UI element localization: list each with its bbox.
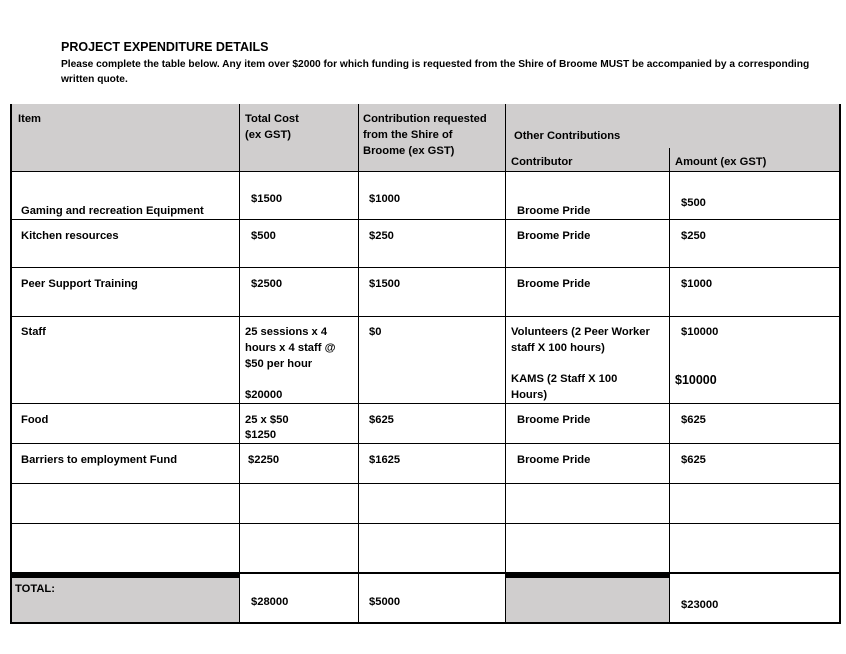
cell-total: $2500: [251, 278, 283, 290]
page-title: PROJECT EXPENDITURE DETAILS: [61, 40, 269, 54]
row-divider: [10, 316, 841, 317]
cell-amount: $500: [681, 197, 706, 209]
cell-total: $2250: [248, 454, 280, 466]
cell-item: Gaming and recreation Equipment: [21, 205, 204, 217]
cell-total: 25 x $50: [245, 414, 289, 426]
cell-item: Kitchen resources: [21, 230, 119, 242]
cell-total: 25 sessions x 4: [245, 326, 328, 338]
total-label: TOTAL:: [15, 583, 55, 595]
cell-shire: $1000: [369, 193, 401, 205]
total-amount-value: $23000: [681, 599, 719, 611]
cell-amount: $10000: [675, 373, 717, 387]
cell-contributor: Volunteers (2 Peer Worker: [511, 326, 650, 338]
cell-total: $500: [251, 230, 276, 242]
cell-shire: $1500: [369, 278, 401, 290]
table-bottom-border: [10, 622, 841, 624]
header-contributor: Contributor: [511, 156, 573, 168]
cell-item: Barriers to employment Fund: [21, 454, 178, 466]
cell-contributor: KAMS (2 Staff X 100: [511, 373, 618, 385]
cell-total: $20000: [245, 389, 283, 401]
cell-contributor: staff X 100 hours): [511, 342, 605, 354]
cell-contributor: Broome Pride: [517, 414, 591, 426]
cell-amount: $625: [681, 414, 706, 426]
cell-contributor: Hours): [511, 389, 548, 401]
row-divider: [10, 483, 841, 484]
cell-shire: $250: [369, 230, 394, 242]
header-total-cost-gst: (ex GST): [245, 129, 292, 141]
row-divider: [10, 443, 841, 444]
column-divider: [358, 104, 359, 624]
cell-contributor: Broome Pride: [517, 205, 591, 217]
row-divider: [10, 523, 841, 524]
cell-amount: $250: [681, 230, 706, 242]
cell-amount: $10000: [681, 326, 719, 338]
total-thick-bar: [506, 572, 669, 578]
column-divider: [505, 104, 506, 624]
row-divider: [10, 403, 841, 404]
header-item: Item: [18, 113, 42, 125]
cell-item: Staff: [21, 326, 46, 338]
total-cost-value: $28000: [251, 596, 289, 608]
row-divider: [10, 171, 841, 172]
expenditure-table: [10, 104, 841, 624]
header-contribution: Contribution requested: [363, 113, 487, 125]
cell-total: $1250: [245, 429, 277, 441]
header-contribution-3: Broome (ex GST): [363, 145, 455, 157]
row-divider: [10, 267, 841, 268]
cell-total: $1500: [251, 193, 283, 205]
column-divider: [239, 104, 240, 624]
cell-amount: $625: [681, 454, 706, 466]
cell-amount: $1000: [681, 278, 713, 290]
cell-item: Peer Support Training: [21, 278, 138, 290]
total-thick-bar: [10, 572, 239, 578]
header-other-contributions: Other Contributions: [514, 130, 621, 142]
cell-total: $50 per hour: [245, 358, 313, 370]
table-left-border: [10, 104, 12, 624]
cell-contributor: Broome Pride: [517, 230, 591, 242]
cell-item: Food: [21, 414, 49, 426]
cell-shire: $0: [369, 326, 382, 338]
header-total-cost: Total Cost: [245, 113, 299, 125]
table-right-border: [839, 104, 841, 624]
row-divider: [10, 219, 841, 220]
total-shire-value: $5000: [369, 596, 401, 608]
instructions: Please complete the table below. Any item over $2000 for which funding is requested from the Shire of Broome MUST be accompanied by a corresponding written quote.: [61, 59, 810, 85]
cell-contributor: Broome Pride: [517, 278, 591, 290]
cell-shire: $625: [369, 414, 394, 426]
column-divider: [669, 148, 670, 624]
cell-contributor: Broome Pride: [517, 454, 591, 466]
header-amount: Amount (ex GST): [675, 156, 767, 168]
total-contributor-cell: [506, 575, 669, 624]
header-contribution-2: from the Shire of: [363, 129, 453, 141]
cell-shire: $1625: [369, 454, 401, 466]
cell-total: hours x 4 staff @: [245, 342, 336, 354]
